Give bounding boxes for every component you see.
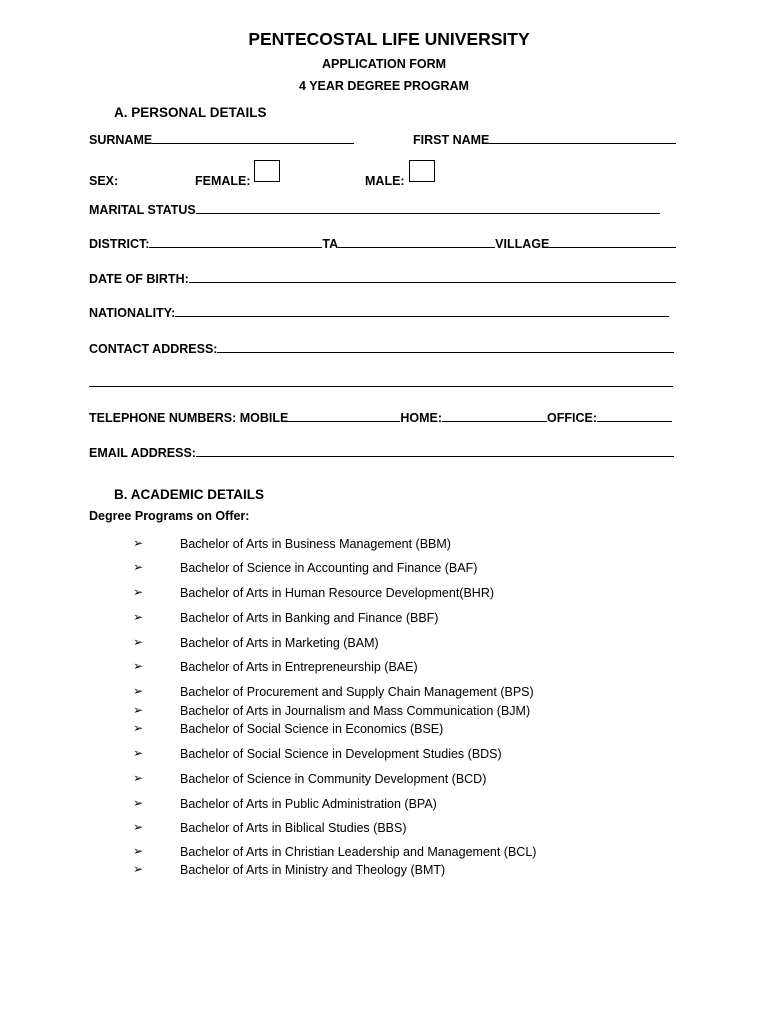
telephone-row xyxy=(89,405,672,425)
home-label: HOME: xyxy=(400,411,442,425)
arrow-bullet-icon: ➢ xyxy=(133,746,144,760)
university-title: PENTECOSTAL LIFE UNIVERSITY xyxy=(248,29,530,49)
program-item xyxy=(0,584,768,602)
program-item xyxy=(0,658,768,676)
program-name: Bachelor of Arts in Marketing (BAM) xyxy=(180,636,379,650)
academic-details-heading: B. ACADEMIC DETAILS xyxy=(114,487,264,502)
arrow-bullet-icon: ➢ xyxy=(133,771,144,785)
ta-label: TA xyxy=(322,237,339,251)
program-item xyxy=(0,683,768,701)
contact-address-field[interactable] xyxy=(217,352,674,353)
district-label: DISTRICT: xyxy=(89,237,150,251)
program-name: Bachelor of Arts in Biblical Studies (BBS) xyxy=(180,821,407,835)
program-name: Bachelor of Arts in Business Management (BBM) xyxy=(180,537,451,551)
surname-label: SURNAME xyxy=(89,133,153,147)
program-name: Bachelor of Science in Community Development (BCD) xyxy=(180,772,487,786)
first-name-field[interactable] xyxy=(489,143,676,144)
program-item xyxy=(0,609,768,627)
first-name-row xyxy=(413,127,676,147)
program-name: Bachelor of Science in Accounting and Finance (BAF) xyxy=(180,561,478,575)
arrow-bullet-icon: ➢ xyxy=(133,844,144,858)
program-name: Bachelor of Arts in Ministry and Theology (BMT) xyxy=(180,863,446,877)
program-name: Bachelor of Arts in Christian Leadership and Management (BCL) xyxy=(180,845,537,859)
contact-address-field-2[interactable] xyxy=(89,386,673,387)
male-option xyxy=(365,168,405,188)
male-checkbox[interactable] xyxy=(409,160,435,182)
marital-status-field[interactable] xyxy=(196,213,660,214)
date-of-birth-field[interactable] xyxy=(189,282,676,283)
arrow-bullet-icon: ➢ xyxy=(133,684,144,698)
telephone-mobile-label: TELEPHONE NUMBERS: MOBILE xyxy=(89,411,289,425)
arrow-bullet-icon: ➢ xyxy=(133,703,144,717)
nationality-field[interactable] xyxy=(175,316,669,317)
program-item xyxy=(0,819,768,837)
arrow-bullet-icon: ➢ xyxy=(133,610,144,624)
email-address-label: EMAIL ADDRESS: xyxy=(89,446,196,460)
arrow-bullet-icon: ➢ xyxy=(133,659,144,673)
program-name: Bachelor of Arts in Entrepreneurship (BAE) xyxy=(180,660,418,674)
location-row xyxy=(89,231,676,251)
degree-programs-label: Degree Programs on Offer: xyxy=(89,509,250,523)
email-row xyxy=(89,440,674,460)
district-field[interactable] xyxy=(149,247,322,248)
contact-address-row xyxy=(89,336,674,356)
home-phone-field[interactable] xyxy=(442,421,547,422)
arrow-bullet-icon: ➢ xyxy=(133,585,144,599)
sex-row xyxy=(89,168,118,188)
surname-field[interactable] xyxy=(152,143,354,144)
arrow-bullet-icon: ➢ xyxy=(133,560,144,574)
date-of-birth-label: DATE OF BIRTH: xyxy=(89,272,189,286)
contact-address-label: CONTACT ADDRESS: xyxy=(89,342,218,356)
male-label: MALE: xyxy=(365,174,405,188)
contact-address-line-2-row xyxy=(89,370,673,390)
ta-field[interactable] xyxy=(338,247,495,248)
female-checkbox[interactable] xyxy=(254,160,280,182)
sex-label: SEX: xyxy=(89,174,119,188)
marital-status-row xyxy=(89,197,660,217)
office-label: OFFICE: xyxy=(546,411,597,425)
marital-status-label: MARITAL STATUS xyxy=(89,203,196,217)
program-name: Bachelor of Procurement and Supply Chain Management (BPS) xyxy=(180,685,534,699)
first-name-label: FIRST NAME xyxy=(413,133,490,147)
program-title: 4 YEAR DEGREE PROGRAM xyxy=(299,79,469,93)
program-item xyxy=(0,861,768,879)
arrow-bullet-icon: ➢ xyxy=(133,536,144,550)
program-name: Bachelor of Arts in Banking and Finance (BBF) xyxy=(180,611,439,625)
program-name: Bachelor of Arts in Journalism and Mass Communication (BJM) xyxy=(180,704,531,718)
program-item xyxy=(0,702,768,720)
program-item xyxy=(0,843,768,861)
program-name: Bachelor of Arts in Human Resource Development(BHR) xyxy=(180,586,495,600)
nationality-row xyxy=(89,300,669,320)
program-name: Bachelor of Social Science in Economics (BSE) xyxy=(180,722,444,736)
program-item xyxy=(0,795,768,813)
mobile-field[interactable] xyxy=(288,421,400,422)
female-option xyxy=(195,168,251,188)
nationality-label: NATIONALITY: xyxy=(89,306,176,320)
arrow-bullet-icon: ➢ xyxy=(133,721,144,735)
date-of-birth-row xyxy=(89,266,676,286)
surname-row xyxy=(89,127,354,147)
village-label: VILLAGE xyxy=(495,237,550,251)
arrow-bullet-icon: ➢ xyxy=(133,635,144,649)
arrow-bullet-icon: ➢ xyxy=(133,796,144,810)
program-item xyxy=(0,770,768,788)
arrow-bullet-icon: ➢ xyxy=(133,862,144,876)
email-address-field[interactable] xyxy=(196,456,674,457)
program-name: Bachelor of Arts in Public Administration (BPA) xyxy=(180,797,437,811)
program-item xyxy=(0,634,768,652)
program-item xyxy=(0,745,768,763)
village-field[interactable] xyxy=(549,247,676,248)
arrow-bullet-icon: ➢ xyxy=(133,820,144,834)
program-item xyxy=(0,559,768,577)
form-title: APPLICATION FORM xyxy=(321,57,447,71)
program-name: Bachelor of Social Science in Development Studies (BDS) xyxy=(180,747,502,761)
personal-details-heading: A. PERSONAL DETAILS xyxy=(114,105,267,120)
program-item xyxy=(0,535,768,553)
office-phone-field[interactable] xyxy=(597,421,672,422)
female-label: FEMALE: xyxy=(195,174,251,188)
program-item xyxy=(0,720,768,738)
